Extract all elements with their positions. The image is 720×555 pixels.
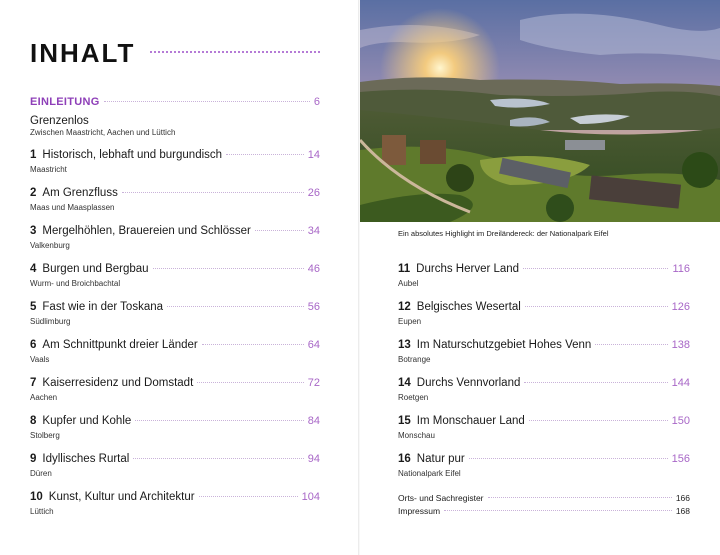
intro-title: Grenzenlos: [30, 115, 89, 127]
dot-leader: [255, 230, 304, 231]
chapter-title: Natur pur: [416, 453, 465, 465]
dot-leader: [524, 382, 667, 383]
dot-leader: [529, 420, 668, 421]
dot-leader: [167, 306, 304, 307]
toc-entry[interactable]: [398, 339, 690, 364]
page-number: 46: [307, 263, 320, 275]
toc-entry[interactable]: [30, 301, 320, 326]
chapter-number: 2: [30, 187, 37, 199]
chapter-number: 13: [398, 339, 411, 351]
chapter-title: Im Monschauer Land: [416, 415, 525, 427]
page-number: 138: [671, 339, 690, 351]
page-number: 34: [307, 225, 320, 237]
page-number: 150: [671, 415, 690, 427]
chapter-place: Stolberg: [30, 431, 60, 440]
chapter-number: 12: [398, 301, 411, 313]
title-rule: [150, 51, 320, 53]
toc-entry[interactable]: [30, 187, 320, 212]
chapter-number: 1: [30, 149, 37, 161]
page-number: 84: [307, 415, 320, 427]
chapter-number: 4: [30, 263, 37, 275]
chapter-number: 9: [30, 453, 37, 465]
dot-leader: [153, 268, 304, 269]
index-title: Orts- und Sachregister: [398, 493, 484, 503]
toc-entry[interactable]: [30, 225, 320, 250]
index-entry[interactable]: [398, 506, 690, 518]
page-number: 6: [313, 96, 320, 108]
chapter-place: Düren: [30, 469, 52, 478]
chapter-title: Durchs Herver Land: [416, 263, 520, 275]
chapter-title: Historisch, lebhaft und burgundisch: [42, 149, 223, 161]
chapter-place: Botrange: [398, 355, 431, 364]
chapter-number: 7: [30, 377, 37, 389]
dot-leader: [595, 344, 667, 345]
page-number: 144: [671, 377, 690, 389]
chapter-title: Idyllisches Rurtal: [42, 453, 130, 465]
intro-label: EINLEITUNG: [30, 96, 100, 108]
chapter-title: Im Naturschutzgebiet Hohes Venn: [416, 339, 592, 351]
chapter-place: Aubel: [398, 279, 419, 288]
chapter-place: Nationalpark Eifel: [398, 469, 461, 478]
page-number: 94: [307, 453, 320, 465]
chapter-number: 8: [30, 415, 37, 427]
dot-leader: [202, 344, 304, 345]
intro-subtitle: Zwischen Maastricht, Aachen und Lüttich: [30, 128, 176, 137]
chapter-place: Wurm- und Broichbachtal: [30, 279, 121, 288]
chapter-number: 5: [30, 301, 37, 313]
page-number: 14: [307, 149, 320, 161]
chapter-place: Lüttich: [30, 507, 54, 516]
dot-leader: [523, 268, 668, 269]
chapter-title: Kupfer und Kohle: [42, 415, 132, 427]
toc-entry[interactable]: [30, 263, 320, 288]
page-number: 104: [301, 491, 320, 503]
index-entry[interactable]: [398, 493, 690, 505]
page-number: 64: [307, 339, 320, 351]
dot-leader: [488, 497, 672, 498]
chapter-title: Belgisches Wesertal: [416, 301, 521, 313]
page-number: 126: [671, 301, 690, 313]
chapter-place: Maas und Maasplassen: [30, 203, 115, 212]
index-title: Impressum: [398, 506, 441, 516]
toc-entry[interactable]: [398, 301, 690, 326]
chapter-number: 11: [398, 263, 411, 275]
dot-leader: [199, 496, 298, 497]
chapter-title: Burgen und Bergbau: [42, 263, 149, 275]
chapter-place: Maastricht: [30, 165, 67, 174]
chapter-number: 10: [30, 491, 43, 503]
chapter-place: Monschau: [398, 431, 435, 440]
chapter-number: 14: [398, 377, 411, 389]
page-number: 168: [675, 506, 690, 516]
chapter-title: Durchs Vennvorland: [416, 377, 521, 389]
toc-entry[interactable]: [30, 491, 320, 516]
chapter-title: Am Schnittpunkt dreier Länder: [42, 339, 198, 351]
toc-entry[interactable]: [30, 149, 320, 174]
toc-entry[interactable]: [30, 377, 320, 402]
chapter-number: 3: [30, 225, 37, 237]
dot-leader: [197, 382, 303, 383]
landscape-photo: [360, 0, 720, 222]
page-title: INHALT: [30, 38, 136, 68]
chapter-place: Valkenburg: [30, 241, 70, 250]
page-number: 26: [307, 187, 320, 199]
toc-entry[interactable]: [30, 339, 320, 364]
dot-leader: [444, 510, 672, 511]
toc-entry-intro[interactable]: [30, 96, 320, 137]
toc-entry[interactable]: [30, 415, 320, 440]
chapter-place: Aachen: [30, 393, 58, 402]
page-number: 72: [307, 377, 320, 389]
dot-leader: [226, 154, 304, 155]
toc-entry[interactable]: [398, 453, 690, 478]
chapter-place: Vaals: [30, 355, 50, 364]
chapter-place: Eupen: [398, 317, 422, 326]
dot-leader: [469, 458, 668, 459]
chapter-title: Am Grenzfluss: [42, 187, 118, 199]
photo-caption: Ein absolutes Highlight im Dreiländereck: der Nationalpark Eifel: [398, 229, 609, 238]
chapter-number: 16: [398, 453, 411, 465]
chapter-title: Kaiserresidenz und Domstadt: [42, 377, 194, 389]
chapter-number: 6: [30, 339, 37, 351]
chapter-number: 15: [398, 415, 411, 427]
dot-leader: [133, 458, 303, 459]
dot-leader: [122, 192, 304, 193]
chapter-place: Roetgen: [398, 393, 429, 402]
page-number: 166: [675, 493, 690, 503]
page-number: 56: [307, 301, 320, 313]
page-number: 116: [672, 263, 690, 275]
dot-leader: [135, 420, 303, 421]
chapter-place: Südlimburg: [30, 317, 71, 326]
toc-entry[interactable]: [398, 377, 690, 402]
dot-leader: [525, 306, 668, 307]
toc-entry[interactable]: [30, 453, 320, 478]
toc-entry[interactable]: [398, 263, 690, 288]
chapter-title: Mergelhöhlen, Brauereien und Schlösser: [42, 225, 251, 237]
dot-leader: [104, 101, 310, 102]
toc-entry[interactable]: [398, 415, 690, 440]
chapter-title: Kunst, Kultur und Architektur: [48, 491, 195, 503]
page-number: 156: [671, 453, 690, 465]
chapter-title: Fast wie in der Toskana: [42, 301, 164, 313]
